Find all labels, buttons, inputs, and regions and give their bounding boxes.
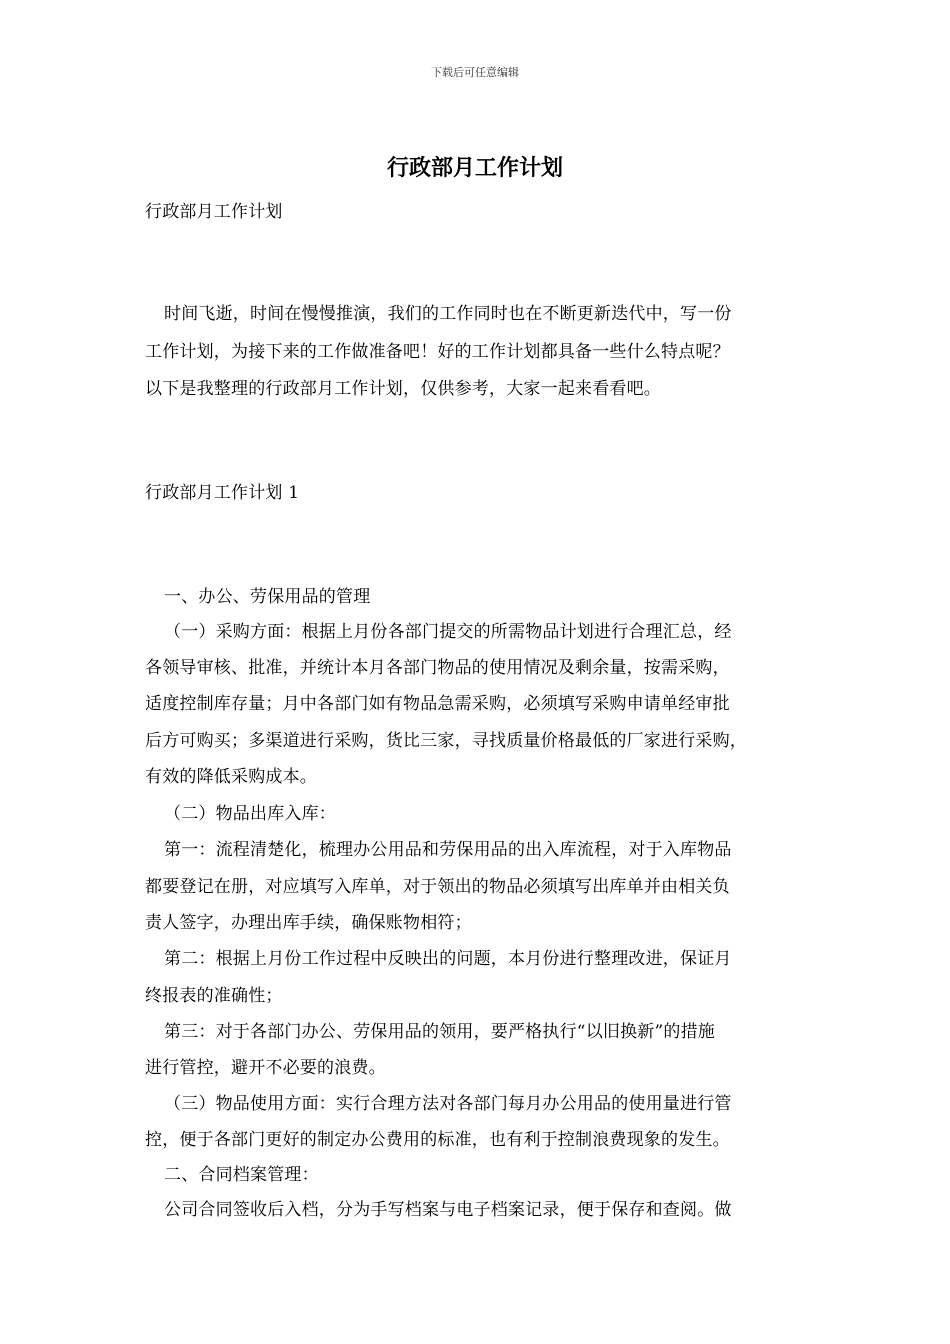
- document-title: 行政部月工作计划: [386, 155, 563, 181]
- body-line: 公司合同签收后入档，分为手写档案与电子档案记录，便于保存和查阅。做: [164, 1200, 732, 1220]
- body-line: 进行管控，避开不必要的浪费。: [145, 1058, 386, 1078]
- body-line: （二）物品出库入库：: [164, 804, 336, 824]
- body-line: 适度控制库存量；月中各部门如有物品急需采购，必须填写采购申请单经审批: [145, 694, 730, 714]
- section-title: 行政部月工作计划 1: [145, 483, 300, 503]
- heading-contract-archives: 二、合同档案管理：: [164, 1165, 319, 1185]
- body-line: （一）采购方面：根据上月份各部门提交的所需物品计划进行合理汇总，经: [164, 622, 732, 642]
- heading-office-supplies: 一、办公、劳保用品的管理: [164, 587, 371, 607]
- body-line: 第一：流程清楚化，梳理办公用品和劳保用品的出入库流程，对于入库物品: [164, 840, 732, 860]
- subtitle: 行政部月工作计划: [145, 202, 283, 222]
- body-line: 各领导审核、批准，并统计本月各部门物品的使用情况及剩余量，按需采购，: [145, 658, 730, 678]
- intro-line: 时间飞逝，时间在慢慢推演，我们的工作同时也在不断更新迭代中，写一份: [164, 304, 732, 324]
- body-line: 都要登记在册，对应填写入库单，对于领出的物品必须填写出库单并由相关负: [145, 877, 730, 897]
- body-line: 控，便于各部门更好的制定办公费用的标准，也有利于控制浪费现象的发生。: [145, 1130, 730, 1150]
- intro-line: 以下是我整理的行政部月工作计划，仅供参考，大家一起来看看吧。: [145, 379, 661, 399]
- body-line: 第二：根据上月份工作过程中反映出的问题，本月份进行整理改进，保证月: [164, 949, 732, 969]
- body-line: 第三：对于各部门办公、劳保用品的领用，要严格执行“以旧换新”的措施: [164, 1022, 715, 1042]
- body-line: 后方可购买；多渠道进行采购，货比三家，寻找质量价格最低的厂家进行采购，: [145, 731, 747, 751]
- header-note: 下载后可任意编辑: [431, 66, 519, 79]
- body-line: 终报表的准确性；: [145, 986, 283, 1006]
- body-line: 责人签字，办理出库手续，确保账物相符；: [145, 913, 472, 933]
- body-line: （三）物品使用方面：实行合理方法对各部门每月办公用品的使用量进行管: [164, 1094, 732, 1114]
- body-line: 有效的降低采购成本。: [145, 767, 317, 787]
- intro-line: 工作计划，为接下来的工作做准备吧！好的工作计划都具备一些什么特点呢？: [145, 342, 730, 362]
